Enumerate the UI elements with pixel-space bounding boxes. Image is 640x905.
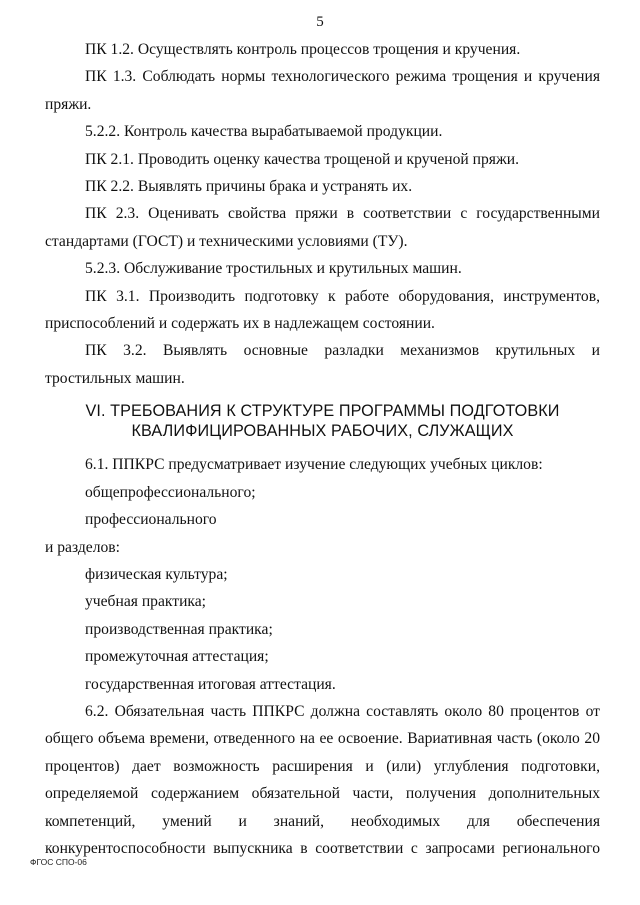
paragraph-5-2-3: 5.2.3. Обслуживание тростильных и крутильных машин.: [85, 260, 462, 278]
paragraph-pk-3-1: ПК 3.1. Производить подготовку к работе оборудования, инструментов, приспособлений и содержать их в надлежащем состоянии.: [45, 287, 600, 333]
document-body: [45, 36, 600, 862]
section-item: государственная итоговая аттестация.: [85, 675, 336, 693]
paragraph-pk-2-3: ПК 2.3. Оценивать свойства пряжи в соответствии с государственными стандартами (ГОСТ) и техническими условиями (ТУ).: [45, 205, 600, 250]
section-heading-line-2: КВАЛИФИЦИРОВАННЫХ РАБОЧИХ, СЛУЖАЩИХ: [131, 422, 514, 441]
paragraph-pk-2-1: ПК 2.1. Проводить оценку качества трощеной и крученой пряжи.: [85, 150, 519, 168]
section-heading-line-1: VI. ТРЕБОВАНИЯ К СТРУКТУРЕ ПРОГРАММЫ ПОДГОТОВКИ: [85, 402, 560, 421]
section-item: промежуточная аттестация;: [85, 648, 269, 666]
page-number: 5: [316, 14, 324, 30]
paragraph-6-2: 6.2. Обязательная часть ППКРС должна составлять около 80 процентов от общего объема времени, отведенного на ее освоение. Вариативная часть (около 20 процентов) дает возможность расширения и (или) углубления подготовки, определяемой содержанием обязательной части, получения дополнительных компетенций, умений и знаний, необходимых для обеспечения конкурентоспособности выпускника в соответствии с запросами регионального: [45, 702, 600, 857]
paragraph-6-1: 6.1. ППКРС предусматривает изучение следующих учебных циклов:: [85, 456, 543, 474]
cycle-item: общепрофессионального;: [85, 483, 256, 501]
sections-label: и разделов:: [45, 538, 120, 556]
paragraph-pk-3-2: ПК 3.2. Выявлять основные разладки механизмов крутильных и тростильных машин.: [45, 342, 600, 387]
paragraph-5-2-2: 5.2.2. Контроль качества вырабатываемой продукции.: [85, 123, 443, 141]
section-item: физическая культура;: [85, 565, 228, 583]
section-item: учебная практика;: [85, 593, 207, 611]
paragraph-pk-1-3: ПК 1.3. Соблюдать нормы технологического режима трощения и кручения пряжи.: [45, 68, 600, 113]
section-heading: [45, 401, 600, 441]
section-item: производственная практика;: [85, 620, 273, 638]
footer-label: ФГОС СПО-06: [30, 857, 87, 867]
cycle-item: профессионального: [85, 511, 217, 529]
paragraph-pk-1-2: ПК 1.2. Осуществлять контроль процессов трощения и кручения.: [85, 41, 521, 58]
paragraph-pk-2-2: ПК 2.2. Выявлять причины брака и устранять их.: [85, 178, 413, 196]
